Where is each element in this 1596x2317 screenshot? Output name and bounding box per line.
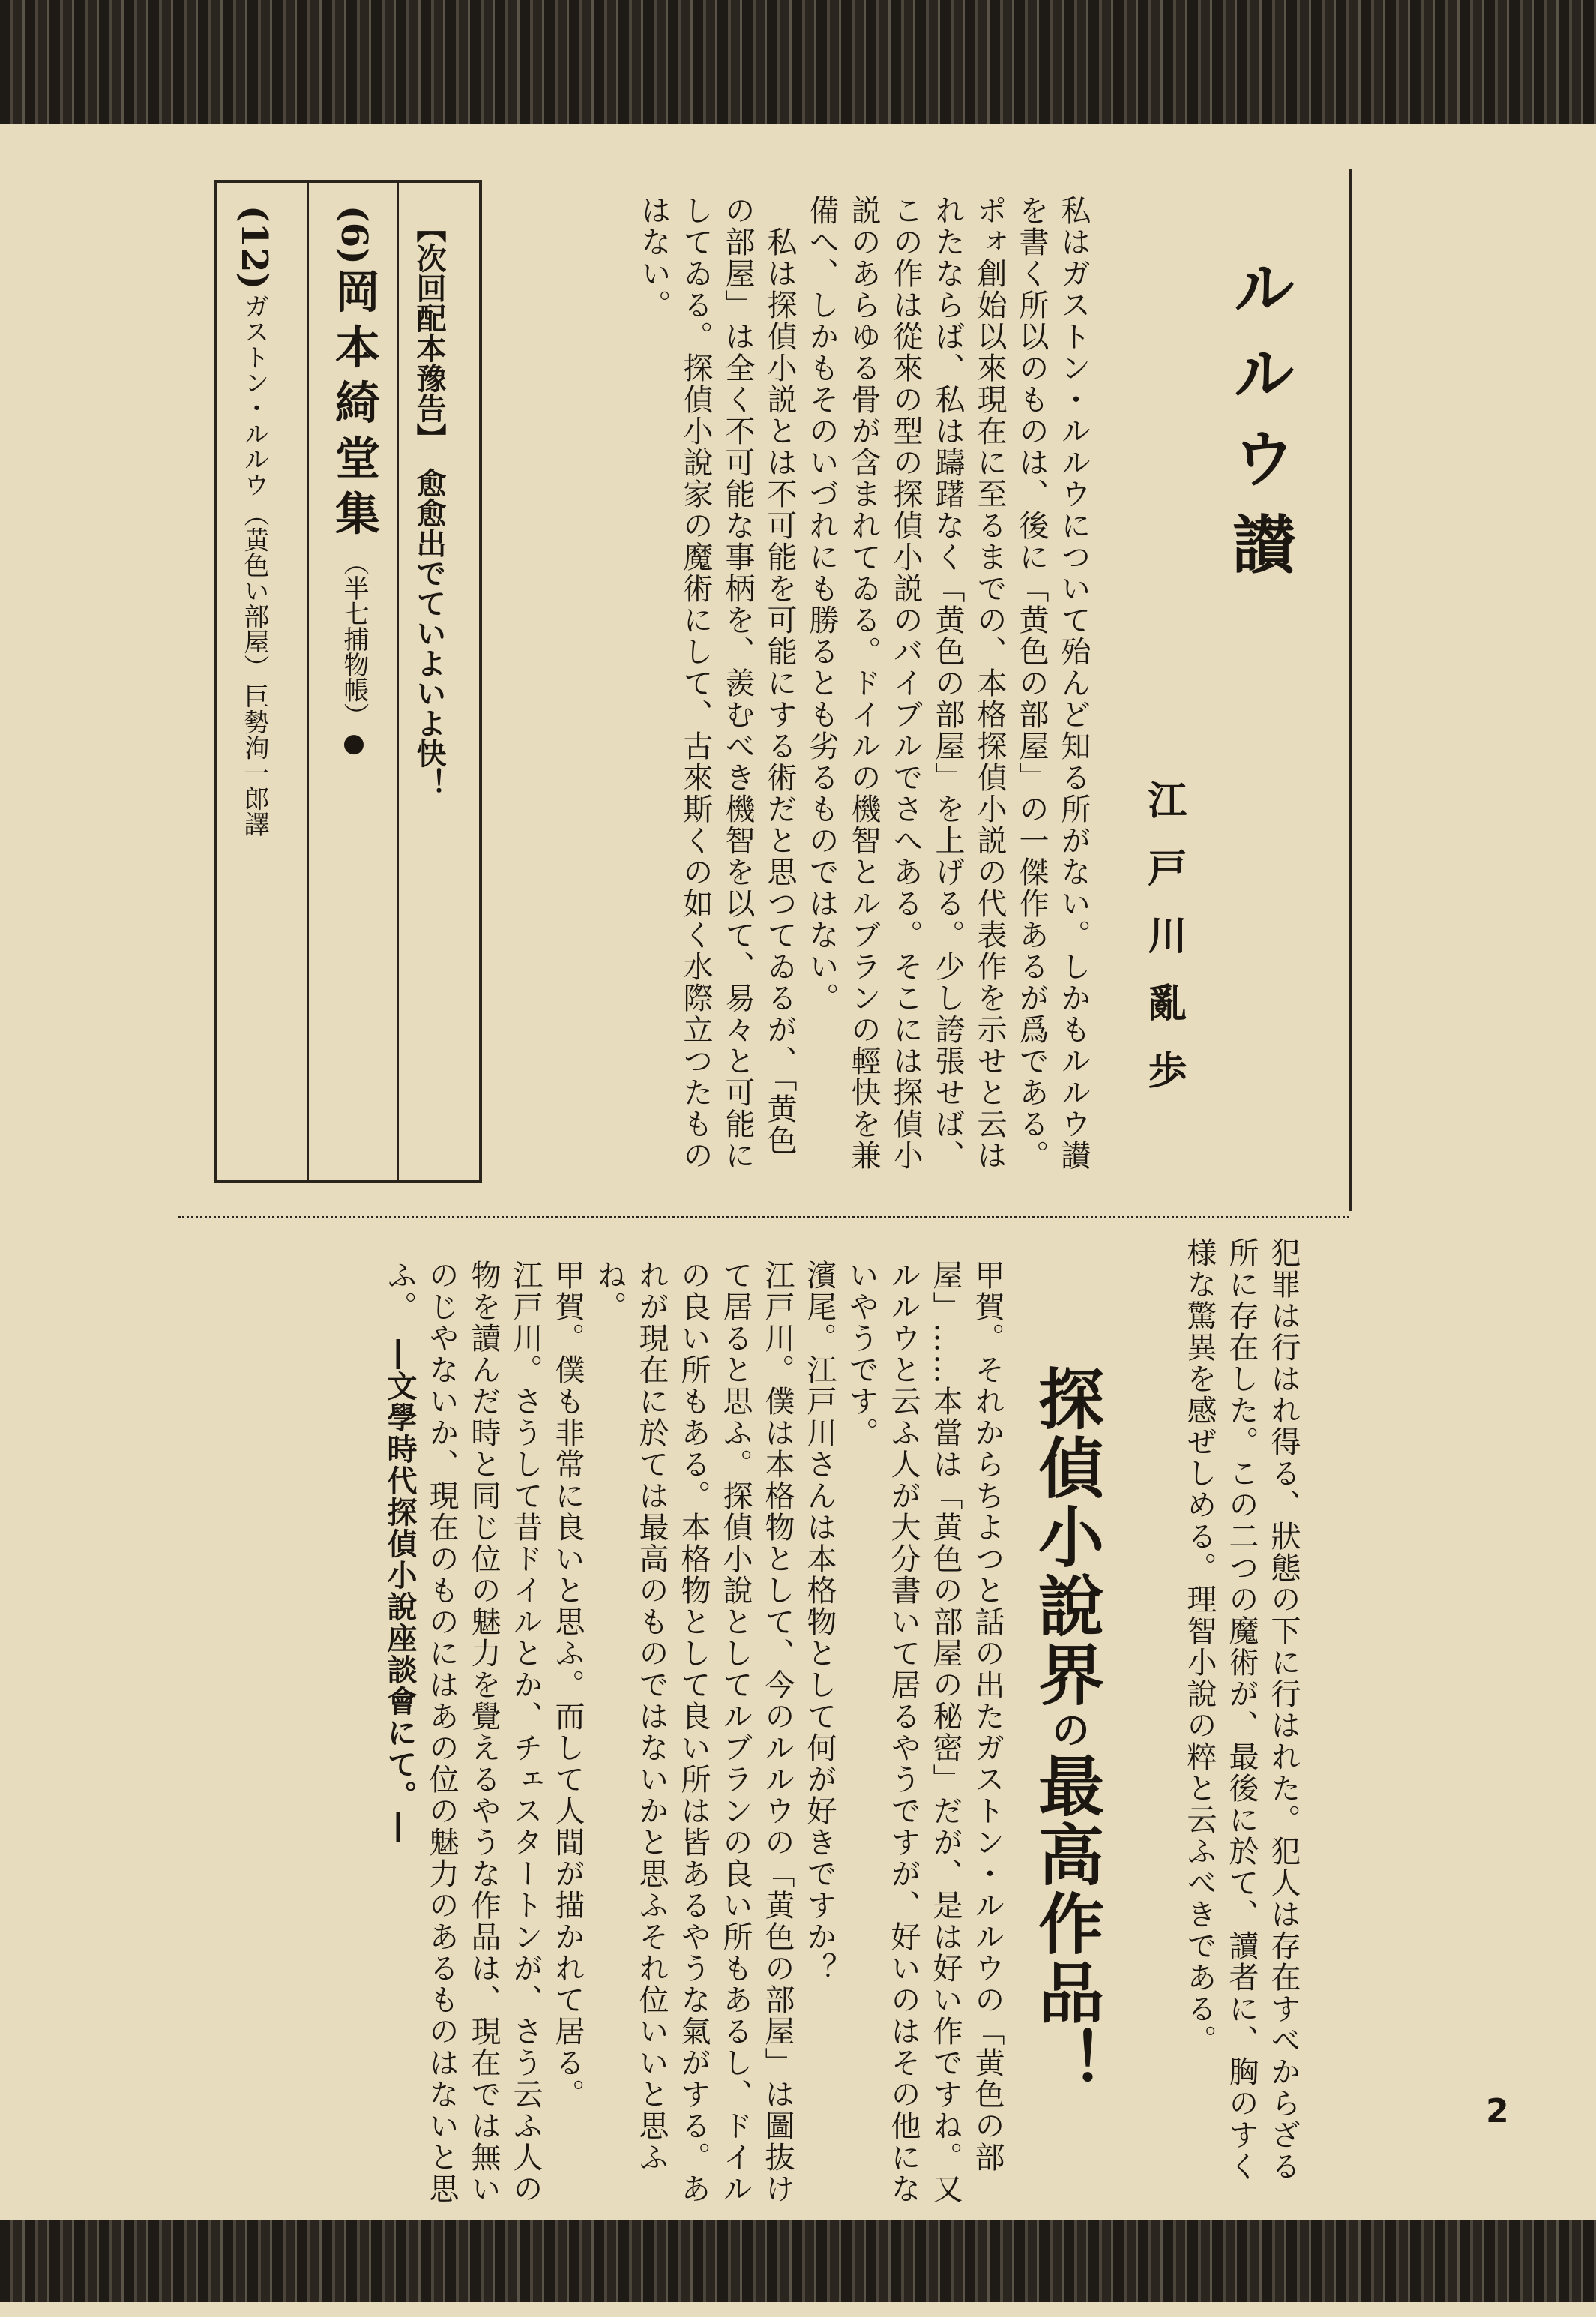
top-dark-band xyxy=(0,0,1596,124)
page-number: 2 xyxy=(1486,2092,1509,2130)
notice-item-translator: 巨勢洵一郎譯 xyxy=(239,683,269,837)
section-divider xyxy=(178,1216,1349,1221)
notice-item-okamoto xyxy=(322,205,386,1165)
notice-divider-2 xyxy=(307,183,309,1180)
notice-divider-1 xyxy=(397,183,399,1180)
notice-item-leroux xyxy=(233,205,275,1165)
section-title-part2: の xyxy=(1044,1710,1090,1752)
section-title-part1: 探偵小說界 xyxy=(1028,1365,1106,1710)
article-author: 江戸川亂歩 xyxy=(1141,780,1187,1117)
roundtable-body: 甲賀。それからちよつと話の出たガストン・ルルウの「黄色の部屋」……本當は「黄色の部屋の秘密」だが、是は好い作ですね。又ルルウと云ふ人が大分書いて居るやうですが、好いのはその他にないやうです。 濱尾。江戸川さんは本格物として何が好きですか？ 江戸川。僕は本格物として、今のルルウの「黄色の部屋」は圖抜けて居ると思ふ。探偵小說としてルブランの良い所もあるし、ドイルの良い所もある。本格物として良い所は皆あるやうな氣がする。あれが現在に於ては最高のものではないかと思ふそれ位いいと思ふね。 甲賀。僕も非常に良いと思ふ。而して人間が描かれて居る。 江戸川。さうして昔ドイルとか、チェスタートンが、さう云ふ人の物を讀んだ時と同じ位の魅力を覺えるやうな作品は、現在では無いのじやないか、現在のものにはあの位の魅力のあるものはないと思ふ。 xyxy=(382,1260,1005,2205)
notice-item-title: ガストン・ルルウ xyxy=(239,293,269,498)
roundtable-credit: ―文學時代探偵小說座談會にて。― xyxy=(382,1339,418,1843)
article-body: 私はガストン・ルルウについて殆んど知る所がない。しかもルルウ讃を書く所以のものは、後に「黄色の部屋」の一傑作あるが爲である。ポォ創始以來現在に至るまでの、本格探偵小説の代表作を示せと云はれたならば、私は躊躇なく「黄色の部屋」を上げる。少し誇張せば、この作は從來の型の探偵小説のバイブルでさへある。そこには探偵小説のあらゆる骨が含まれてゐる。ドイルの機智とルブランの輕快を兼備へ、しかもそのいづれにも勝るとも劣るものではない。 私は探偵小説とは不可能を可能にする術だと思つてゐるが、「黄色の部屋」は全く不可能な事柄を、羨むべき機智を以て、易々と可能にしてゐる。探偵小說家の魔術にして、古來斯くの如く水際立つたものはない。 xyxy=(636,195,1091,1171)
right-column-rule xyxy=(1349,169,1352,1211)
notice-item-subtitle: （黄色い部屋） xyxy=(239,501,269,680)
article-title: ルルウ讃 xyxy=(1223,255,1297,597)
section-title xyxy=(1020,1365,1114,2190)
notice-item-subtitle: （半七捕物帳）● xyxy=(339,550,369,759)
next-issue-notice xyxy=(214,180,482,1183)
section-title-part3: 最高作品！ xyxy=(1028,1752,1106,2097)
notice-item-number: (6) xyxy=(333,205,375,265)
notice-heading: 【次回配本豫告】 愈愈出でていよいよ快！ xyxy=(412,213,447,798)
notice-item-title: 岡本綺堂集 xyxy=(328,268,380,546)
continued-text: 犯罪は行はれ得る、狀態の下に行はれた。犯人は存在すべからざる所に存在した。この二つの魔術が、最後に於て、讀者に、胸のすく様な驚異を感ぜしめる。理智小說の粹と云ふべきである。 xyxy=(1182,1237,1301,2182)
notice-item-number: (12) xyxy=(233,205,275,290)
bottom-dark-band xyxy=(0,2220,1596,2302)
roundtable-text xyxy=(184,1260,1008,2212)
